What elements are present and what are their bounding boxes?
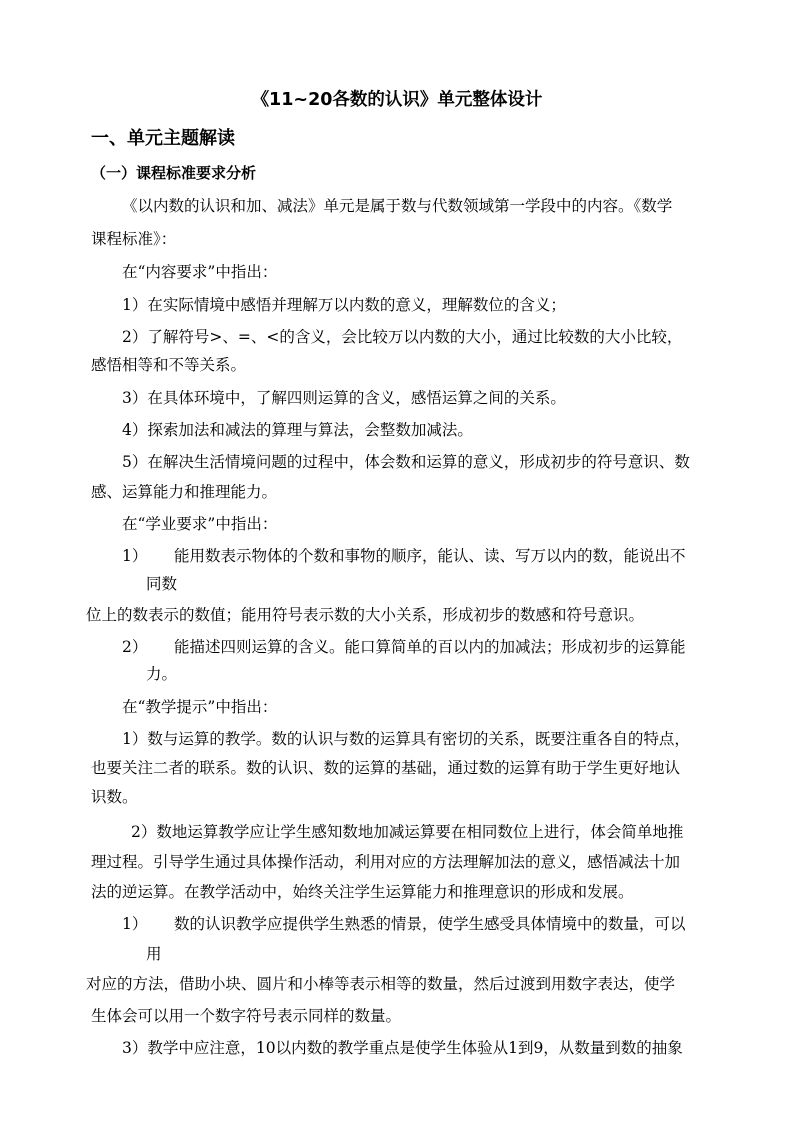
document-title: 《11~20各数的认识》单元整体设计 <box>251 90 543 110</box>
list-item: 2）数地运算教学应让学生感知数地加减运算要在相同数位上进行，体会简单地推 <box>131 823 684 841</box>
paragraph-line: 感悟相等和不等关系。 <box>91 356 247 374</box>
subsection-heading: （一）课程标准要求分析 <box>91 164 257 182</box>
list-item: 3）教学中应注意，10以内数的教学重点是使学生体验从1到9，从数量到数的抽象 <box>122 1039 683 1057</box>
list-item: 4）探索加法和减法的算理与算法，会整数加减法。 <box>122 421 473 439</box>
paragraph-line: 对应的方法，借助小块、圆片和小棒等表示相等的数量，然后过渡到用数字表达，使学 <box>86 975 676 993</box>
paragraph-line: 位上的数表示的数值；能用符号表示数的大小关系，形成初步的数感和符号意识。 <box>86 606 645 624</box>
paragraph-line: 在“教学提示”中指出： <box>122 698 278 716</box>
list-item: 2）了解符号>、=、<的含义，会比较万以内数的大小，通过比较数的大小比较， <box>122 328 683 346</box>
list-item: 数的认识教学应提供学生熟悉的情景，使学生感受具体情境中的数量，可以 <box>174 915 686 933</box>
list-number: 2） <box>122 638 148 656</box>
paragraph-line: 也要关注二者的联系。数的认识、数的运算的基础，通过数的运算有助于学生更好地认 <box>91 759 681 777</box>
paragraph-line: 法的逆运算。在教学活动中，始终关注学生运算能力和推理意识的形成和发展。 <box>91 883 634 901</box>
list-item: 能描述四则运算的含义。能口算简单的百以内的加减法；形成初步的运算能 <box>174 638 686 656</box>
paragraph-line: 课程标准》： <box>91 230 177 248</box>
paragraph-line: 理过程。引导学生通过具体操作活动，利用对应的方法理解加法的意义，感悟减法十加 <box>91 853 681 871</box>
list-item-continuation: 同数 <box>146 575 178 593</box>
paragraph-line: 《以内数的认识和加、减法》单元是属于数与代数领域第一学段中的内容。《数学 <box>122 197 673 215</box>
paragraph-line: 在“学业要求”中指出： <box>122 515 278 533</box>
list-item: 能用数表示物体的个数和事物的顺序，能认、读、写万以内的数，能说出不 <box>174 547 686 565</box>
paragraph-line: 在“内容要求”中指出： <box>122 263 278 281</box>
list-number: 1） <box>122 547 148 565</box>
paragraph-line: 生体会可以用一个数字符号表示同样的数量。 <box>91 1007 402 1025</box>
section-heading: 一、单元主题解读 <box>91 128 235 149</box>
list-item-continuation: 力。 <box>146 665 178 683</box>
paragraph-line: 识数。 <box>91 788 138 806</box>
list-item-continuation: 用 <box>146 945 162 963</box>
list-item: 5）在解决生活情境问题的过程中，体会数和运算的意义，形成初步的符号意识、数 <box>122 453 690 471</box>
list-item: 1）在实际情境中感悟并理解万以内数的意义，理解数位的含义； <box>122 296 566 314</box>
list-item: 3）在具体环境中，了解四则运算的含义，感悟运算之间的关系。 <box>122 389 566 407</box>
list-item: 1）数与运算的教学。数的认识与数的运算具有密切的关系，既要注重各自的特点， <box>122 730 690 748</box>
list-number: 1） <box>122 915 148 933</box>
paragraph-line: 感、运算能力和推理能力。 <box>91 483 278 501</box>
